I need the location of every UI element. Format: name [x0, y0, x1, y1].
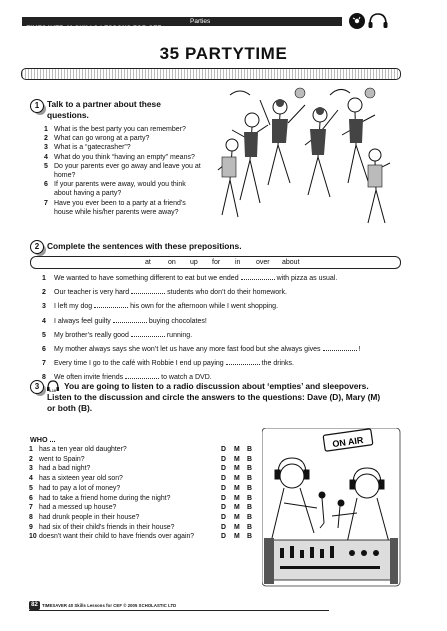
header-topic: Parties	[190, 18, 211, 25]
choice-d[interactable]: D	[221, 533, 226, 541]
section-3-instruction-line3: or both (B).	[47, 403, 93, 413]
sentence-1	[42, 273, 337, 283]
choice-group-2	[221, 456, 260, 465]
choice-b[interactable]: B	[247, 484, 252, 492]
item-text: has a sixteen year old son?	[39, 475, 123, 483]
question-6-cont	[44, 189, 219, 198]
sentence-before: We wanted to have something different to eat but we ended	[54, 275, 239, 282]
answer-blank[interactable]	[125, 372, 159, 379]
choice-d[interactable]: D	[221, 504, 226, 512]
sentence-after: the drinks.	[261, 360, 294, 368]
answer-blank[interactable]	[131, 330, 165, 337]
choice-d[interactable]: D	[221, 455, 226, 463]
sentence-before: We often invite friends	[54, 374, 124, 382]
sentence-number: 3	[42, 303, 46, 311]
item-number: 9	[29, 523, 33, 531]
question-text: What is a “gatecrasher”?	[54, 144, 131, 152]
choice-b[interactable]: B	[247, 455, 252, 463]
item-number: 3	[29, 465, 33, 473]
header-band	[22, 17, 342, 32]
who-item-4	[29, 475, 123, 484]
cd-headphones-icon	[348, 12, 388, 30]
who-item-2	[29, 456, 85, 465]
item-number: 7	[29, 504, 33, 512]
choice-b[interactable]: B	[247, 533, 252, 541]
choice-m[interactable]: M	[234, 494, 240, 502]
sentence-after: buying chocolates!	[148, 317, 207, 325]
choice-m[interactable]: M	[234, 484, 240, 492]
sentence-4	[42, 316, 207, 326]
sentence-before: My brother’s really good	[54, 331, 129, 339]
item-text: went to Spain?	[39, 455, 85, 463]
sentence-number: 2	[42, 289, 46, 297]
sentence-before: I always feel guilty	[54, 317, 111, 325]
choice-group-9	[221, 524, 260, 533]
on-air-sign: ON AIR	[331, 434, 364, 450]
preposition-up: up	[190, 259, 198, 266]
who-heading: WHO ...	[30, 435, 56, 444]
footer-rule	[29, 610, 329, 611]
choice-m[interactable]: M	[234, 513, 240, 521]
section-1-instruction-line2: questions.	[47, 110, 89, 120]
question-text: What is the best party you can remember?	[54, 126, 186, 133]
section-1-instruction-line1: Talk to a partner about these	[47, 99, 161, 109]
sentence-7	[42, 358, 294, 368]
preposition-for: for	[212, 259, 221, 266]
choice-m[interactable]: M	[234, 504, 240, 512]
choice-b[interactable]: B	[247, 494, 252, 502]
preposition-at: at	[145, 259, 151, 266]
who-item-8	[29, 514, 139, 523]
sentence-6	[42, 344, 360, 354]
preposition-over: over	[256, 259, 270, 266]
choice-b[interactable]: B	[247, 513, 252, 521]
section-2-number: 2	[30, 240, 44, 254]
answer-blank[interactable]	[113, 316, 147, 323]
question-text: Do your parents ever go away and leave you at	[54, 162, 201, 170]
choice-b[interactable]: B	[247, 465, 252, 473]
answer-blank[interactable]	[241, 273, 275, 280]
section-1-instruction	[47, 99, 161, 121]
header-series: TIMESAVER 40 SKILLS LESSONS FOR CEF	[26, 25, 162, 32]
question-3	[44, 143, 219, 152]
question-text: house while his/her parents were away?	[54, 208, 179, 216]
sentence-after: his own for the afternoon while I went shopping.	[130, 303, 279, 311]
choice-group-10	[221, 533, 260, 542]
preposition-on: on	[168, 259, 176, 266]
sentence-2	[42, 287, 287, 297]
question-number: 2	[44, 135, 48, 143]
item-number: 5	[29, 484, 33, 492]
choice-group-3	[221, 465, 260, 474]
question-number: 6	[44, 181, 48, 189]
choice-group-1	[221, 446, 260, 455]
choice-b[interactable]: B	[247, 504, 252, 512]
sentence-number: 7	[42, 360, 46, 368]
choice-m[interactable]: M	[234, 455, 240, 463]
question-text: Have you ever been to a party at a friend’s	[54, 199, 186, 207]
sentence-number: 4	[42, 317, 46, 325]
page-number: 82	[29, 601, 40, 610]
section-2-instruction: Complete the sentences with these prepositions.	[47, 241, 242, 251]
choice-m[interactable]: M	[234, 446, 240, 453]
item-text: had a messed up house?	[39, 504, 117, 512]
who-item-10	[29, 533, 194, 542]
sentence-before: My mother always says she won’t let us have any more fast food but she always gives	[54, 346, 321, 353]
choice-group-5	[221, 485, 260, 494]
choice-m[interactable]: M	[234, 523, 240, 531]
choice-group-8	[221, 514, 260, 523]
choice-m[interactable]: M	[234, 465, 240, 473]
question-number: 7	[44, 199, 48, 207]
item-number: 6	[29, 494, 33, 502]
answer-blank[interactable]	[131, 287, 165, 294]
choice-b[interactable]: B	[247, 475, 252, 483]
item-text: had drunk people in their house?	[39, 513, 140, 521]
question-text: What do you think “having an empty” means?	[54, 153, 195, 161]
item-text: has a ten year old daughter?	[39, 446, 127, 453]
choice-d[interactable]: D	[221, 484, 226, 492]
question-text: What can go wrong at a party?	[54, 135, 150, 143]
preposition-about: about	[282, 259, 300, 266]
section-1-questions	[44, 125, 219, 217]
sentence-number: 8	[42, 374, 46, 382]
item-number: 2	[29, 455, 33, 463]
item-number: 1	[29, 446, 33, 453]
choice-m[interactable]: M	[234, 533, 240, 541]
choice-b[interactable]: B	[247, 446, 252, 453]
question-5-cont	[44, 171, 219, 180]
radio-studio-illustration	[262, 428, 402, 588]
answer-blank[interactable]	[226, 358, 260, 365]
question-number: 1	[44, 126, 48, 133]
question-5	[44, 162, 219, 171]
question-number: 3	[44, 144, 48, 152]
footer-text: TIMESAVER 40 Skills Lessons for CEF © 2005 SCHOLASTIC LTD	[42, 603, 177, 608]
sentence-before: Every time I go to the café with Robbie I end up paying	[54, 360, 224, 368]
section-3-number: 3	[30, 380, 44, 394]
choice-d[interactable]: D	[221, 494, 226, 502]
question-2	[44, 134, 219, 143]
question-7-cont	[44, 208, 219, 217]
choice-group-4	[221, 475, 260, 484]
item-text: had a bad night?	[39, 465, 91, 473]
sentence-before: I left my dog	[54, 303, 93, 311]
item-text: doesn’t want their child to have friends over again?	[39, 533, 195, 541]
item-number: 10	[29, 533, 37, 541]
sentence-5	[42, 330, 192, 340]
question-4	[44, 153, 219, 162]
preposition-in: in	[235, 259, 241, 266]
who-item-7	[29, 504, 116, 513]
section-3-instruction-line2: Listen to the discussion and circle the answers to the questions: Dave (D), Mary (M)	[47, 392, 381, 402]
choice-m[interactable]: M	[234, 475, 240, 483]
question-7	[44, 199, 219, 208]
answer-blank[interactable]	[323, 344, 357, 351]
item-text: had to take a friend home during the night?	[39, 494, 171, 502]
question-text: about having a party?	[54, 190, 122, 198]
question-text: If your parents were away, would you think	[54, 181, 186, 189]
item-number: 8	[29, 513, 33, 521]
question-text: home?	[54, 172, 76, 180]
choice-group-7	[221, 504, 260, 513]
who-item-5	[29, 485, 120, 494]
question-number: 5	[44, 162, 48, 170]
who-item-1	[29, 446, 127, 455]
sentence-after: students who don’t do their homework.	[167, 289, 287, 297]
who-item-9	[29, 524, 174, 533]
sentence-after: running.	[166, 331, 193, 339]
party-illustration	[210, 85, 400, 230]
sentence-number: 5	[42, 331, 46, 339]
who-item-3	[29, 465, 90, 474]
track-number: 1.19	[49, 389, 56, 393]
choice-d[interactable]: D	[221, 446, 226, 453]
sentence-after: !	[358, 346, 361, 353]
choice-b[interactable]: B	[247, 523, 252, 531]
choice-d[interactable]: D	[221, 513, 226, 521]
section-3-instruction-line1: You are going to listen to a radio discussion about ‘empties’ and sleepovers.	[64, 381, 369, 391]
who-item-6	[29, 495, 170, 504]
sentence-number: 6	[42, 346, 46, 353]
answer-blank[interactable]	[94, 301, 128, 308]
sentence-after: to watch a DVD.	[161, 374, 212, 382]
question-1	[44, 125, 219, 134]
question-number: 4	[44, 153, 48, 161]
sentence-after: with pizza as usual.	[276, 275, 338, 282]
page-title: 35 PARTYTIME	[159, 44, 288, 63]
choice-d[interactable]: D	[221, 475, 226, 483]
section-1-number: 1	[30, 99, 44, 113]
item-number: 4	[29, 475, 33, 483]
item-text: had to pay a lot of money?	[39, 484, 121, 492]
question-6	[44, 180, 219, 189]
sentence-3	[42, 301, 278, 311]
choice-d[interactable]: D	[221, 465, 226, 473]
choice-group-6	[221, 495, 260, 504]
sentence-before: Our teacher is very hard	[54, 289, 130, 297]
sentence-number: 1	[42, 275, 46, 282]
title-underline-bar	[21, 68, 401, 80]
item-text: had six of their child’s friends in their house?	[39, 523, 175, 531]
choice-d[interactable]: D	[221, 523, 226, 531]
